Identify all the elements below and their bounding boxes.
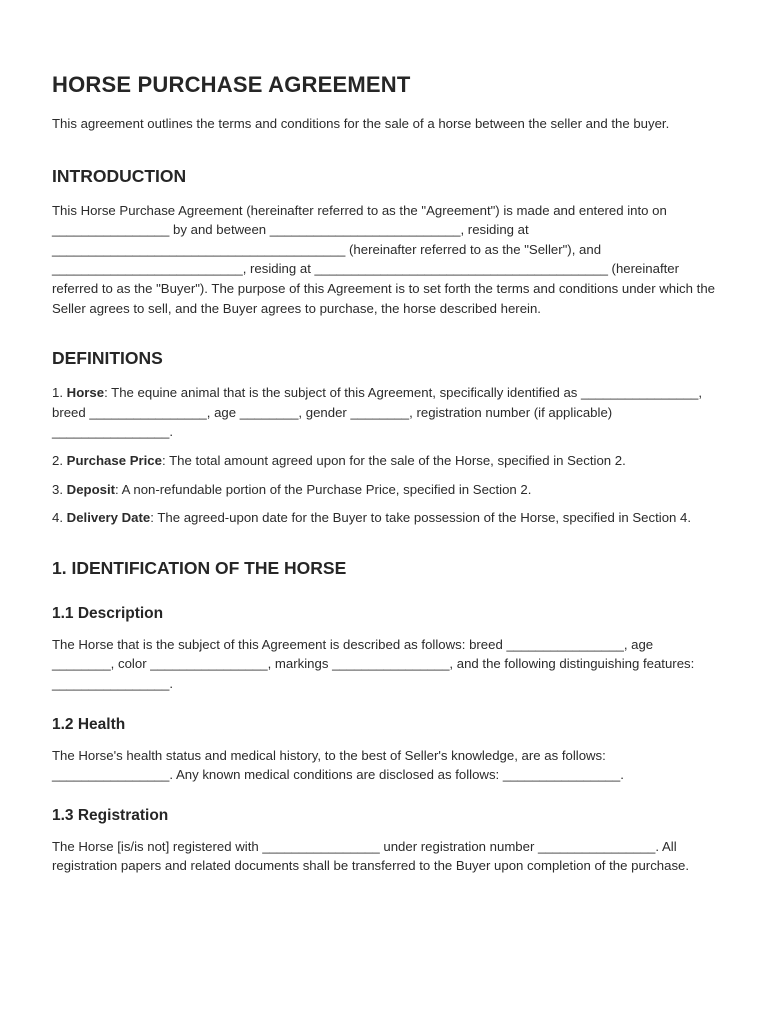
registration-paragraph: The Horse [is/is not] registered with ________________ under registration number ________________. All registration papers and related documents shall be transferred to the Buyer upon completion of the purchase.	[52, 838, 690, 874]
document-title: HORSE PURCHASE AGREEMENT	[52, 72, 411, 97]
definition-text: : The equine animal that is the subject of this Agreement, specifically identified as ________________, breed ________________, age ________, gender ________, registration number (if applicable) ________________.	[52, 385, 703, 440]
registration-heading: 1.3 Registration	[52, 806, 169, 824]
definition-number: 4.	[52, 510, 67, 526]
definition-number: 1.	[52, 385, 67, 401]
identification-heading: 1. IDENTIFICATION OF THE HORSE	[52, 557, 347, 578]
definitions-heading: DEFINITIONS	[52, 348, 163, 369]
definition-term: Horse	[66, 385, 105, 401]
definition-number: 3.	[52, 481, 67, 497]
definition-item	[52, 480, 718, 500]
health-paragraph: The Horse's health status and medical history, to the best of Seller's knowledge, are as follows: ________________. Any known medical conditions are disclosed as follows: ________________.	[52, 747, 624, 783]
introduction-paragraph: This Horse Purchase Agreement (hereinafter referred to as the "Agreement") is made and entered into on ________________ by and between __________________________, residing at ________________________________________ (hereinafter referred to as the "Seller"), and __________________________, residing at ________________________________________ (hereinafter referred to as the "Buyer"). The purpose of this Agreement is to set forth the terms and conditions under which the Seller agrees to sell, and the Buyer agrees to purchase, the horse described herein.	[52, 202, 715, 316]
health-heading: 1.2 Health	[52, 715, 126, 733]
health-subsection	[52, 716, 718, 785]
definition-term: Delivery Date	[66, 510, 151, 526]
introduction-heading: INTRODUCTION	[52, 165, 187, 186]
definition-term: Deposit	[66, 481, 116, 497]
description-subsection	[52, 605, 718, 694]
definition-item	[52, 508, 718, 528]
identification-section	[52, 558, 718, 876]
description-heading: 1.1 Description	[52, 604, 164, 622]
definitions-section	[52, 348, 718, 528]
definition-item	[52, 451, 718, 471]
definition-text: : The agreed-upon date for the Buyer to take possession of the Horse, specified in Section 4.	[150, 510, 692, 526]
definition-text: : A non-refundable portion of the Purchase Price, specified in Section 2.	[115, 481, 532, 497]
registration-subsection	[52, 807, 718, 876]
description-paragraph: The Horse that is the subject of this Agreement is described as follows: breed ________________, age ________, color ________________, markings ________________, and the following distinguishing features: ________________.	[52, 636, 695, 691]
definition-number: 2.	[52, 452, 67, 468]
definition-term: Purchase Price	[66, 452, 162, 468]
introduction-section	[52, 166, 718, 319]
definition-text: : The total amount agreed upon for the sale of the Horse, specified in Section 2.	[161, 452, 626, 468]
definition-item	[52, 383, 718, 442]
intro-paragraph: This agreement outlines the terms and conditions for the sale of a horse between the seller and the buyer.	[52, 116, 670, 131]
